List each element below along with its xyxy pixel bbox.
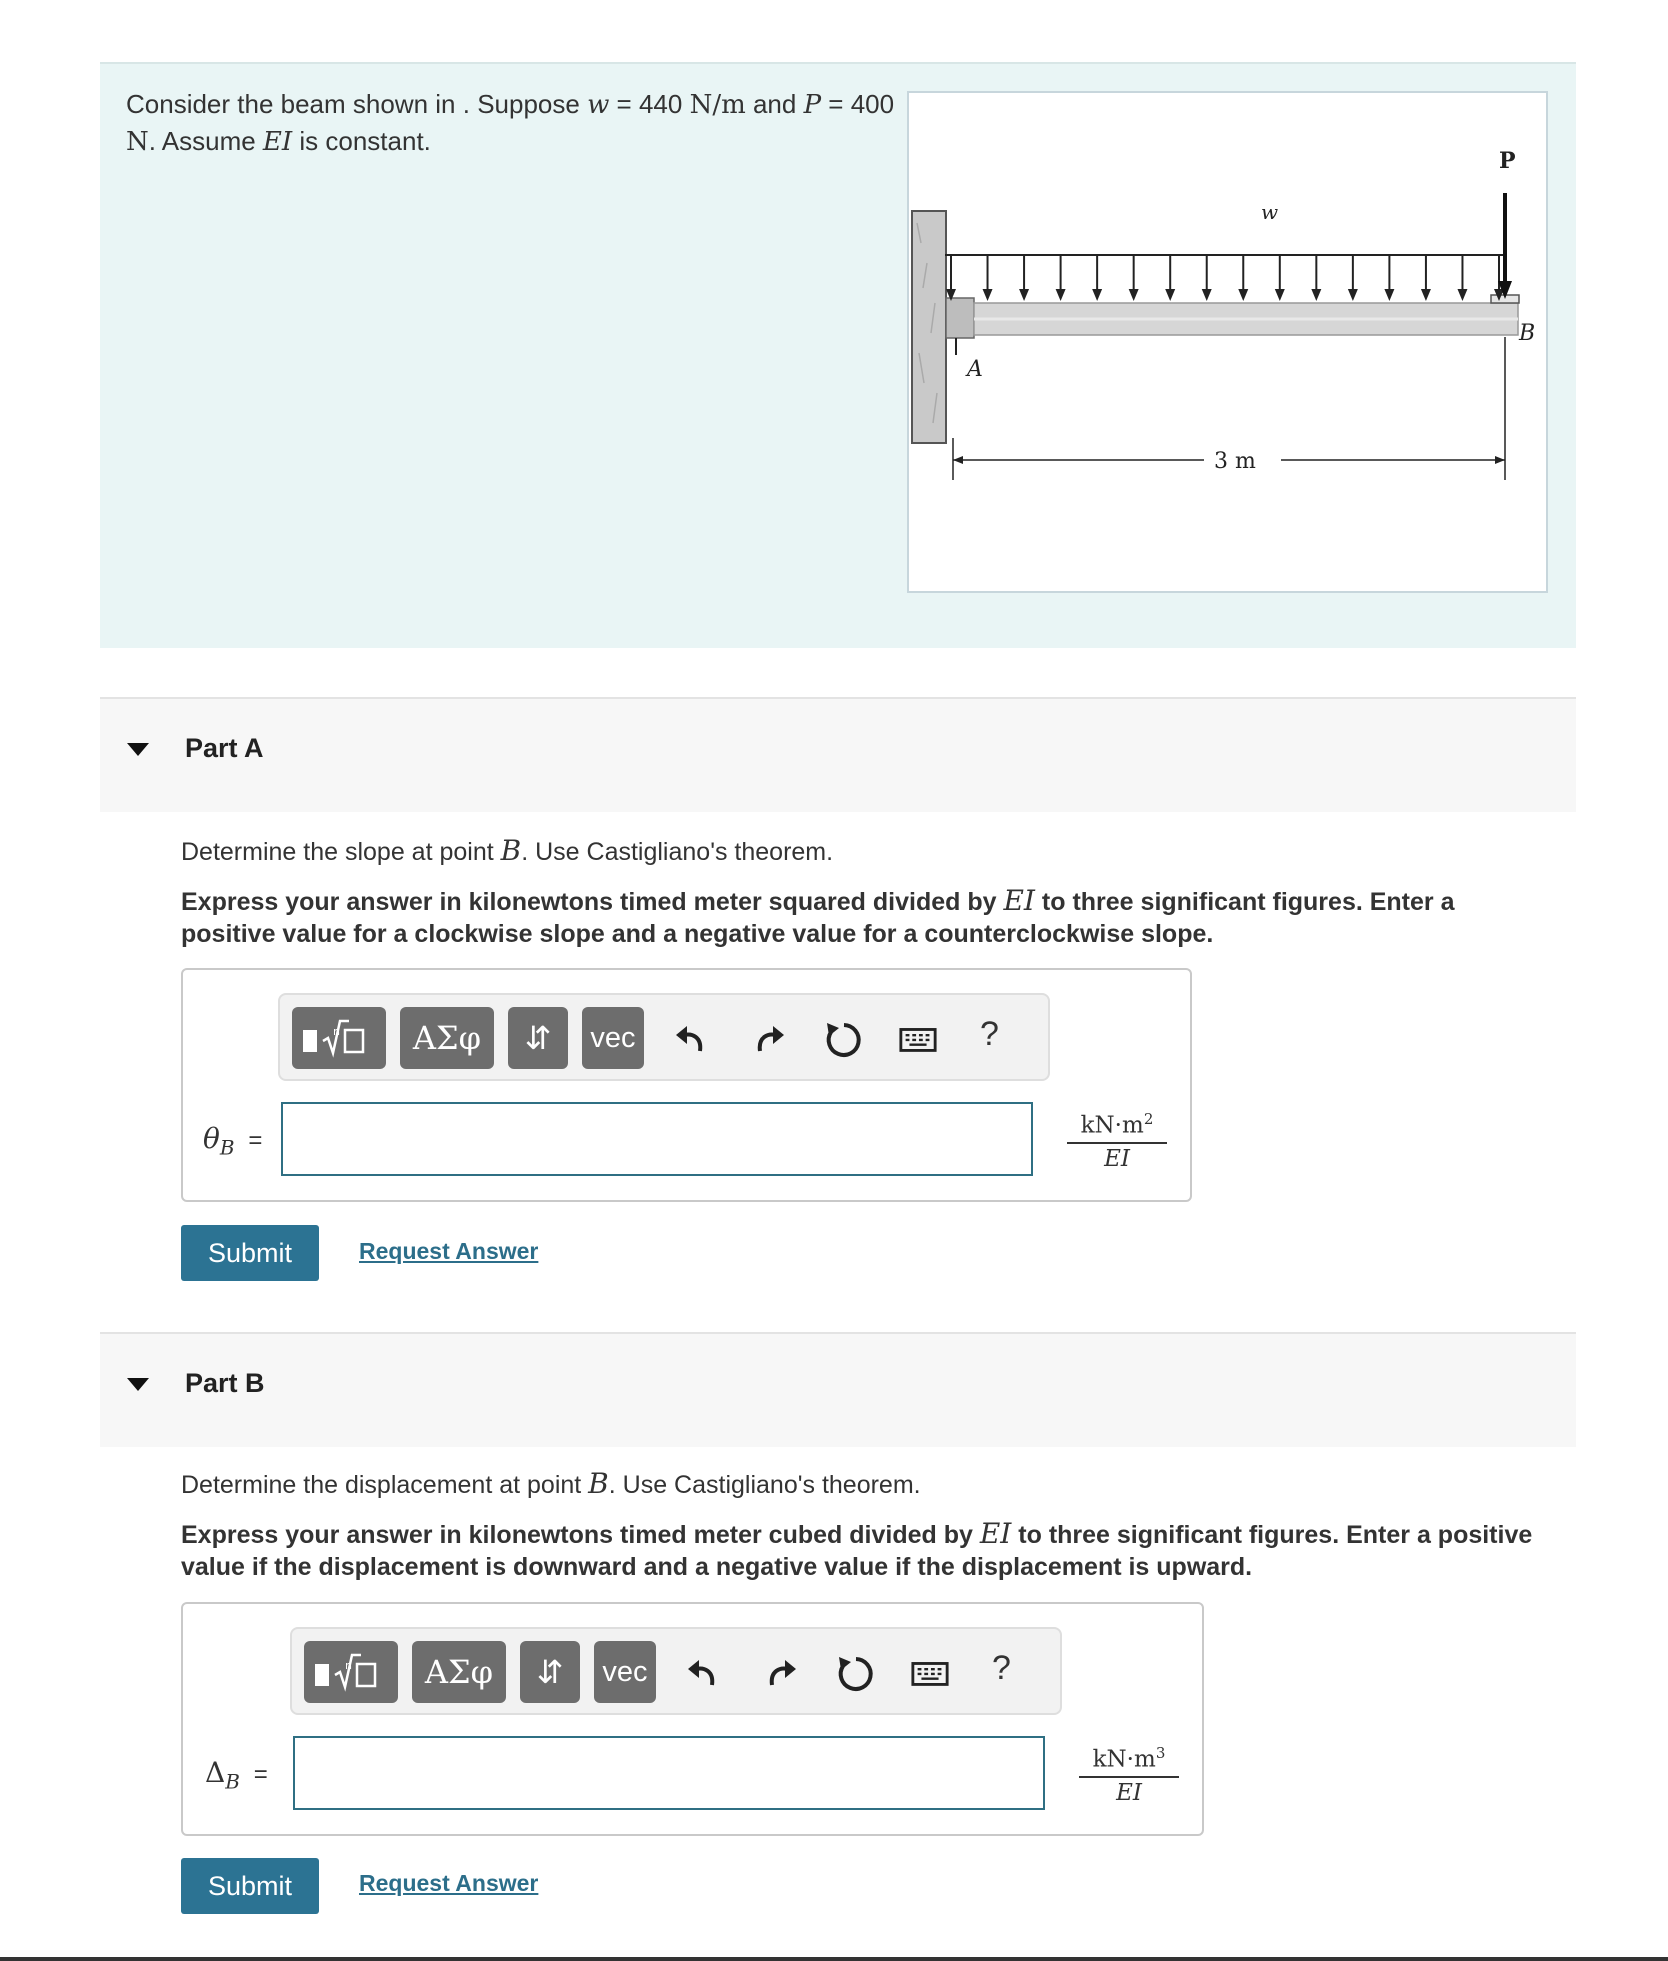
greek-symbols-button[interactable]: ΑΣφ: [400, 1007, 494, 1069]
part-a-unit: [1067, 1110, 1167, 1172]
force-p-label: P: [1499, 148, 1516, 174]
help-button[interactable]: ?: [980, 1015, 999, 1053]
part-a-question-symbol: B: [500, 834, 522, 867]
load-arrow-head: [1348, 289, 1358, 301]
svg-text:n: n: [345, 1659, 352, 1672]
templates-button[interactable]: [292, 1007, 386, 1069]
keyboard-icon[interactable]: [910, 1653, 952, 1693]
part-a-instructions: [181, 885, 1541, 950]
equals-sign: =: [248, 1127, 263, 1154]
delta-subscript: B: [225, 1769, 240, 1794]
part-b-question-text-1: Determine the displacement at point: [181, 1471, 589, 1499]
part-a-title: Part A: [185, 733, 264, 763]
problem-statement: [126, 86, 906, 160]
reset-icon[interactable]: [822, 1019, 862, 1059]
dim-arrow-right: [1495, 456, 1505, 464]
part-b-unit-numerator: [1079, 1744, 1179, 1778]
part-a-question-text-1: Determine the slope at point: [181, 838, 501, 866]
part-b-instr-text-2: to three significant figures. Enter a positive value if the displacement is downward and a negative value if the displacement is upward.: [181, 1521, 1533, 1581]
part-b-unit-exponent: 3: [1155, 1744, 1166, 1762]
vector-button[interactable]: vec: [582, 1007, 644, 1069]
part-b-instr-symbol: EI: [979, 1517, 1012, 1550]
part-a-header[interactable]: [100, 697, 1576, 812]
part-a-submit-button[interactable]: Submit: [181, 1225, 319, 1281]
undo-icon[interactable]: [684, 1653, 724, 1693]
theta-subscript: B: [219, 1135, 235, 1160]
delta-symbol: Δ: [205, 1756, 226, 1789]
part-b-instr-text-1: Express your answer in kilonewtons timed meter cubed divided by: [181, 1521, 980, 1549]
part-b-answer-box: [181, 1602, 1204, 1836]
collapse-triangle-icon[interactable]: [127, 1378, 149, 1391]
part-b-math-toolbar: [290, 1627, 1062, 1715]
beam-diagram: [909, 93, 1546, 591]
intro-p-symbol: P: [803, 90, 822, 120]
subscript-superscript-button[interactable]: ⇵: [508, 1007, 568, 1069]
problem-statement-panel: [100, 62, 1576, 648]
part-b-unit-denominator: EI: [1116, 1779, 1142, 1806]
part-b-question-symbol: B: [588, 1467, 609, 1500]
intro-w-symbol: w: [587, 90, 610, 120]
part-b-header[interactable]: [100, 1332, 1576, 1447]
load-arrow-head: [983, 289, 993, 301]
part-b-question: [181, 1467, 1521, 1500]
intro-p-unit: N: [126, 127, 149, 157]
dim-arrow-left: [953, 456, 963, 464]
part-a-unit-exponent: 2: [1143, 1110, 1154, 1128]
intro-w-unit: N/m: [689, 90, 746, 120]
templates-icon: [309, 1647, 393, 1697]
help-button[interactable]: ?: [992, 1649, 1011, 1687]
part-a-instr-symbol: EI: [1003, 884, 1035, 917]
intro-text-6: is constant.: [292, 126, 431, 156]
intro-text-4: = 400: [821, 89, 895, 119]
undo-icon[interactable]: [672, 1019, 712, 1059]
intro-text-1: Consider the beam shown in . Suppose: [126, 89, 588, 119]
intro-text-2: = 440: [609, 89, 690, 119]
part-a-math-toolbar: [278, 993, 1050, 1081]
collapse-triangle-icon[interactable]: [127, 743, 149, 756]
part-b-unit: [1079, 1744, 1179, 1806]
part-a-question-text-2: . Use Castigliano's theorem.: [521, 838, 834, 866]
load-arrow-head: [1092, 289, 1102, 301]
redo-icon[interactable]: [748, 1019, 788, 1059]
part-b-title: Part B: [185, 1368, 265, 1398]
load-arrow-head: [1202, 289, 1212, 301]
intro-ei-symbol: EI: [262, 127, 293, 157]
redo-icon[interactable]: [760, 1653, 800, 1693]
point-a-label: A: [967, 357, 983, 382]
load-arrows: [946, 255, 1504, 301]
load-arrow-head: [1275, 289, 1285, 301]
load-arrow-head: [1165, 289, 1175, 301]
intro-text-5: . Assume: [148, 126, 263, 156]
part-b-instructions: [181, 1518, 1541, 1583]
part-a-unit-denominator: EI: [1104, 1145, 1130, 1172]
load-arrow-head: [1019, 289, 1029, 301]
theta-b-label: [203, 1122, 262, 1160]
equals-sign: =: [253, 1761, 268, 1788]
load-arrow-head: [1129, 289, 1139, 301]
part-a-unit-numerator: [1067, 1110, 1167, 1144]
part-a-instr-text-2: to three significant figures. Enter a positive value for a clockwise slope and a negative value for a counterclockwise slope.: [181, 888, 1455, 948]
support-block: [946, 298, 974, 338]
delta-b-input[interactable]: [293, 1736, 1045, 1810]
load-arrow-head: [1311, 289, 1321, 301]
theta-symbol: θ: [203, 1122, 220, 1155]
load-arrow-head: [1384, 289, 1394, 301]
templates-icon: [297, 1013, 381, 1063]
length-label: 3 m: [1214, 449, 1256, 474]
templates-button[interactable]: [304, 1641, 398, 1703]
part-b-unit-kNm: kN·m: [1092, 1746, 1156, 1773]
part-a-question: [181, 834, 1521, 867]
part-a-unit-kNm: kN·m: [1080, 1112, 1144, 1139]
fixed-wall: [912, 211, 946, 443]
part-a-request-answer-link[interactable]: Request Answer: [359, 1238, 539, 1264]
part-b-question-text-2: . Use Castigliano's theorem.: [608, 1471, 921, 1499]
greek-symbols-button[interactable]: ΑΣφ: [412, 1641, 506, 1703]
part-a-answer-box: [181, 968, 1192, 1202]
part-b-request-answer-link[interactable]: Request Answer: [359, 1870, 539, 1896]
page-bottom-border: [0, 1957, 1668, 1961]
part-a-instr-text-1: Express your answer in kilonewtons timed meter squared divided by: [181, 888, 1004, 916]
load-arrow-head: [1457, 289, 1467, 301]
load-arrow-head: [1238, 289, 1248, 301]
load-arrow-head: [1056, 289, 1066, 301]
keyboard-icon[interactable]: [898, 1019, 940, 1059]
subscript-superscript-button[interactable]: ⇵: [520, 1641, 580, 1703]
point-b-label: B: [1519, 321, 1536, 346]
theta-b-input[interactable]: [281, 1102, 1033, 1176]
beam-figure: [907, 91, 1548, 593]
vector-button[interactable]: vec: [594, 1641, 656, 1703]
reset-icon[interactable]: [834, 1653, 874, 1693]
part-b-submit-button[interactable]: Submit: [181, 1858, 319, 1914]
load-arrow-head: [1421, 289, 1431, 301]
intro-text-3: and: [745, 89, 804, 119]
svg-text:n: n: [333, 1025, 340, 1038]
delta-b-label: [205, 1756, 268, 1794]
load-w-label: w: [1261, 200, 1279, 224]
